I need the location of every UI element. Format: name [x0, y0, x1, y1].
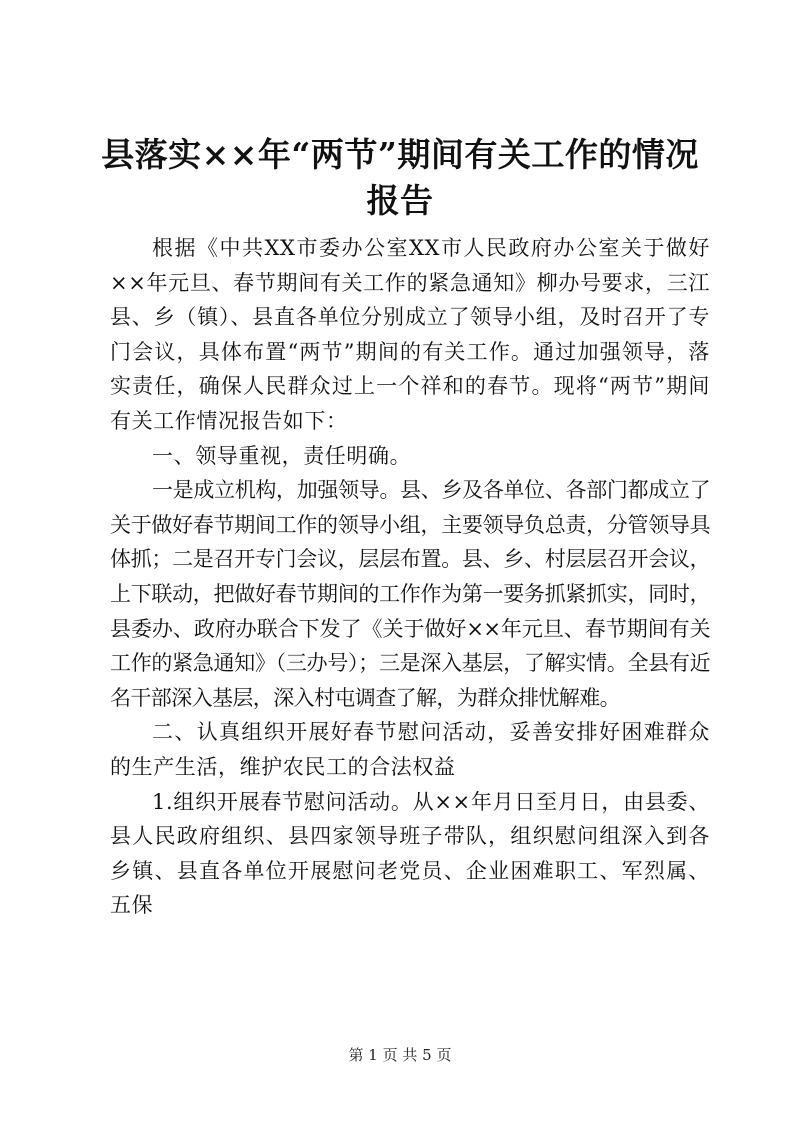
document-title: 县落实××年“两节”期间有关工作的情况报告: [101, 135, 699, 220]
document-body: [110, 231, 710, 923]
section-2-item-1-paragraph: 1.组织开展春节慰问活动。从××年月日至月日，由县委、县人民政府组织、县四家领导班子带队，组织慰问组深入到各乡镇、县直各单位开展慰问老党员、企业困难职工、军烈属、五保: [110, 789, 710, 918]
page-footer: 第 1 页 共 5 页: [348, 1046, 452, 1064]
intro-paragraph: 根据《中共XX市委办公室XX市人民政府办公室关于做好××年元旦、春节期间有关工作的紧急通知》柳办号要求，三江县、乡（镇）、县直各单位分别成立了领导小组，及时召开了专门会议，具体布置“两节”期间的有关工作。通过加强领导，落实责任，确保人民群众过上一个祥和的春节。现将“两节”期间有关工作情况报告如下：: [110, 236, 710, 433]
section-heading-1: 一、领导重视，责任明确。: [152, 443, 412, 468]
section-1-paragraph: 一是成立机构，加强领导。县、乡及各单位、各部门都成立了关于做好春节期间工作的领导小组，主要领导负总责，分管领导具体抓；二是召开专门会议，层层布置。县、乡、村层层召开会议，上下联动，把做好春节期间的工作作为第一要务抓紧抓实，同时，县委办、政府办联合下发了《关于做好××年元旦、春节期间有关工作的紧急通知》（三办号）；三是深入基层，了解实情。全县有近名干部深入基层，深入村屯调查了解，为群众排忧解难。: [110, 478, 710, 710]
section-heading-2: 二、认真组织开展好春节慰问活动，妥善安排好困难群众的生产生活，维护农民工的合法权益: [110, 720, 710, 779]
